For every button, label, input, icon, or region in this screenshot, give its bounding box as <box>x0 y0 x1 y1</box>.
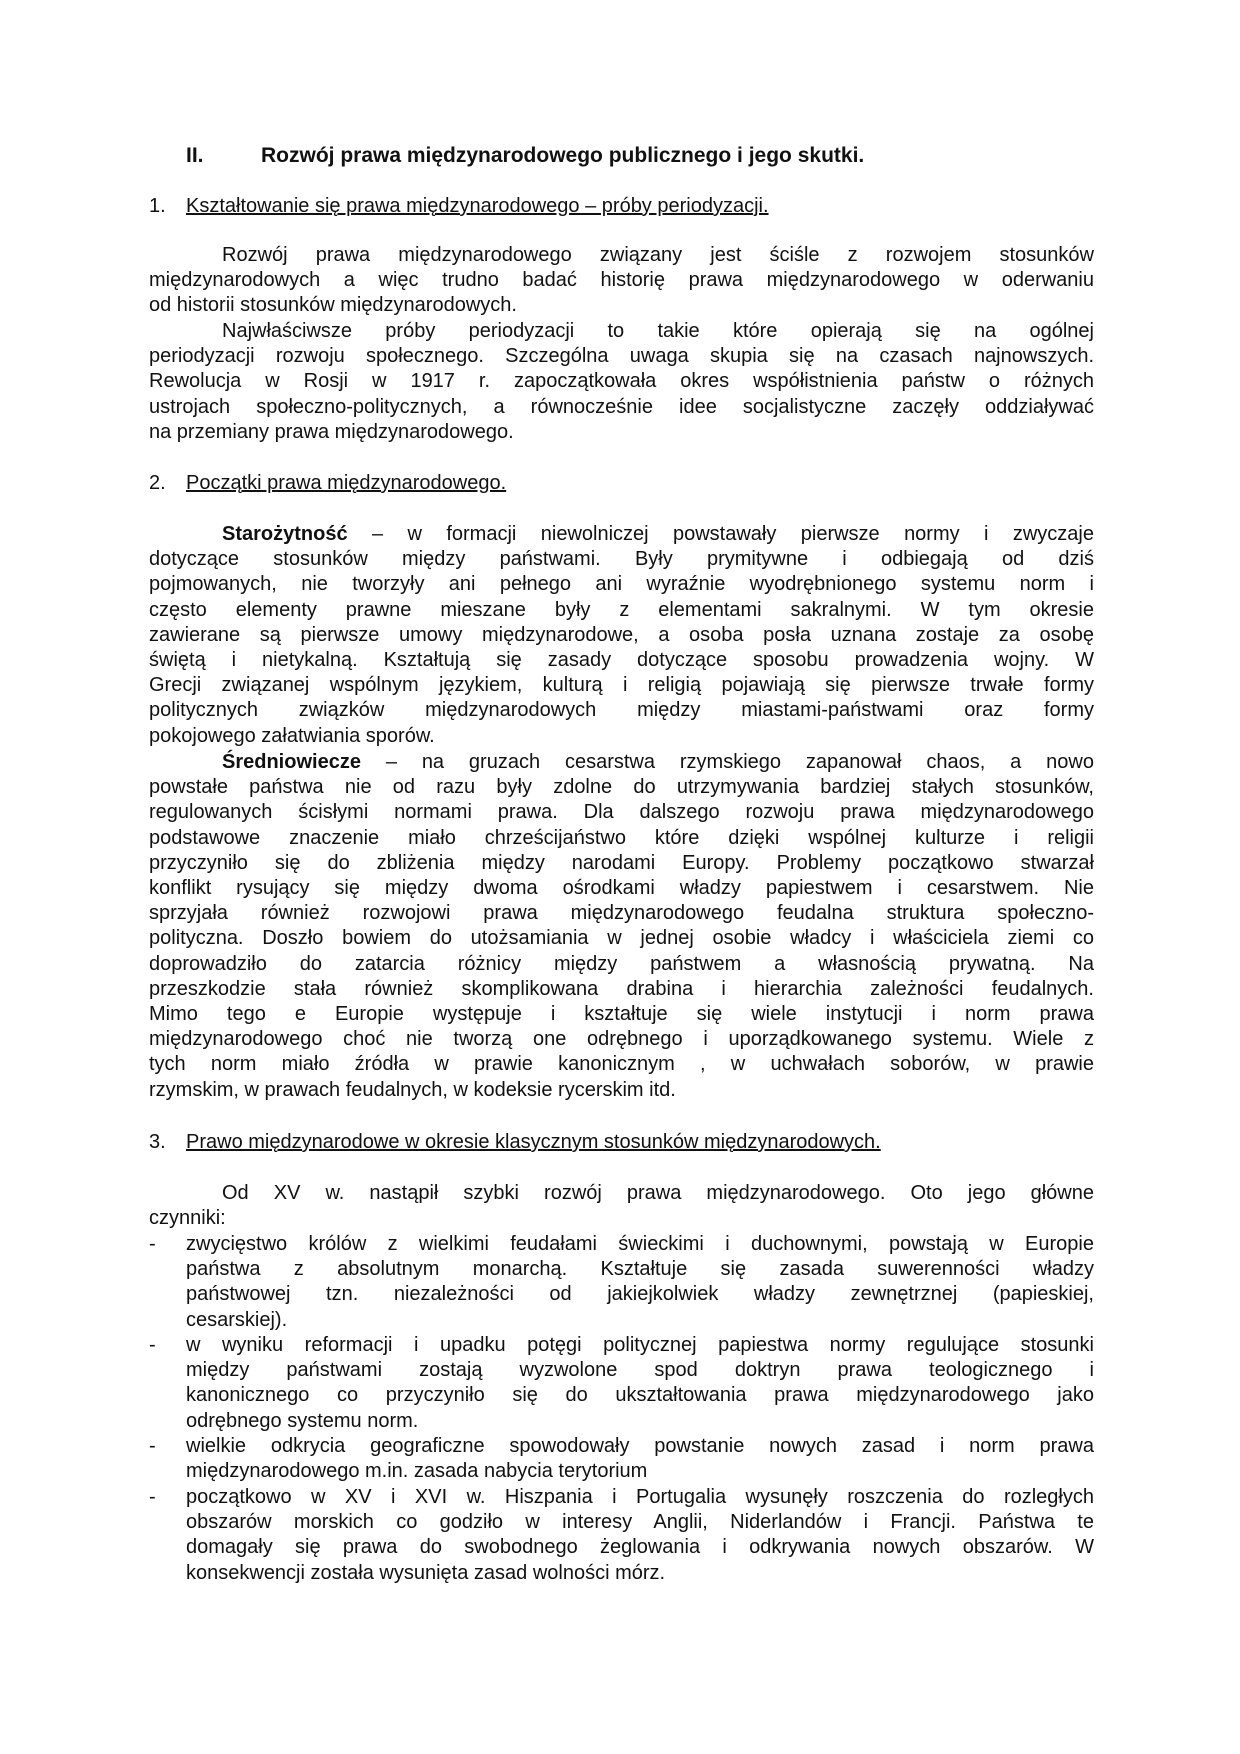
paragraph-line: przyczyniło się do zbliżenia między narodami Europy. Problemy początkowo stwarzał <box>149 851 1094 874</box>
paragraph-line: zawierane są pierwsze umowy międzynarodowe, a osoba posła uznana zostaje za osobę <box>149 623 1094 646</box>
paragraph-line: Od XV w. nastąpił szybki rozwój prawa międzynarodowego. Oto jego główne <box>222 1182 1094 1204</box>
paragraph-line: Grecji związanej wspólnym językiem, kulturą i religią pojawiają się pierwsze trwałe formy <box>149 674 1094 697</box>
paragraph-lead-term: Średniowiecze <box>222 751 361 773</box>
paragraph-line: regulowanych ścisłymi normami prawa. Dla dalszego rozwoju prawa międzynarodowego <box>149 801 1094 824</box>
bullet-marker: - <box>149 1486 156 1508</box>
bullet-line: między państwami zostają wyzwolone spod doktryn prawa teologicznego i <box>186 1359 1094 1382</box>
paragraph-line: czynniki: <box>149 1207 226 1230</box>
section-heading: Kształtowanie się prawa międzynarodowego – próby periodyzacji. <box>186 195 769 217</box>
bullet-line: początkowo w XV i XVI w. Hiszpania i Portugalia wysunęły roszczenia do rozległych <box>186 1486 1094 1508</box>
paragraph-line-text: – na gruzach cesarstwa rzymskiego zapanował chaos, a nowo <box>360 751 1094 773</box>
paragraph-line: rzymskim, w prawach feudalnych, w kodeksie rycerskim itd. <box>149 1078 676 1101</box>
paragraph-line: tych norm miało źródła w prawie kanonicznym , w uchwałach soborów, w prawie <box>149 1053 1094 1076</box>
bullet-line: wielkie odkrycia geograficzne spowodowały powstanie nowych zasad i norm prawa <box>186 1435 1094 1457</box>
bullet-line: zwycięstwo królów z wielkimi feudałami świeckimi i duchownymi, powstają w Europie <box>186 1233 1094 1255</box>
bullet-marker: - <box>149 1233 156 1255</box>
paragraph-line: świętą i nietykalną. Kształtują się zasady dotyczące sposobu prowadzenia wojny. W <box>149 649 1094 671</box>
bullet-line: odrębnego systemu norm. <box>186 1409 419 1432</box>
paragraph-line: od historii stosunków międzynarodowych. <box>149 294 517 317</box>
bullet-line: państwa z absolutnym monarchą. Kształtuje się zasada suwerenności władzy <box>186 1258 1094 1281</box>
paragraph-line: przeszkodzie stała również skomplikowana drabina i hierarchia zależności feudalnych. <box>149 977 1094 1000</box>
paragraph-line: często elementy prawne mieszane były z elementami sakralnymi. W tym okresie <box>149 598 1094 621</box>
paragraph-line: międzynarodowych a więc trudno badać historię prawa międzynarodowego w oderwaniu <box>149 269 1094 292</box>
section-heading: Prawo międzynarodowe w okresie klasycznym stosunków międzynarodowych. <box>186 1131 881 1153</box>
paragraph-line: politycznych związków międzynarodowych między miastami-państwami oraz formy <box>149 699 1094 722</box>
bullet-line: międzynarodowego m.in. zasada nabycia terytorium <box>186 1460 648 1483</box>
title-number: II. <box>186 144 204 167</box>
section-number: 2. <box>149 472 166 494</box>
bullet-line: państwowej tzn. niezależności od jakiejkolwiek władzy zewnętrznej (papieskiej, <box>186 1283 1094 1306</box>
paragraph-line: na przemiany prawa międzynarodowego. <box>149 420 514 443</box>
bullet-line: cesarskiej). <box>186 1308 288 1331</box>
paragraph-line: Najwłaściwsze próby periodyzacji to takie które opierają się na ogólnej <box>222 320 1094 342</box>
section-heading: Początki prawa międzynarodowego. <box>186 472 507 494</box>
section-number: 1. <box>149 195 166 217</box>
page-title: Rozwój prawa międzynarodowego publicznego i jego skutki. <box>261 144 865 167</box>
paragraph-line <box>222 522 1094 547</box>
paragraph-line: Mimo tego e Europie występuje i kształtuje się wiele instytucji i norm prawa <box>149 1003 1094 1025</box>
paragraph-line: pojmowanych, nie tworzyły ani pełnego ani wyraźnie wyodrębnionego systemu norm i <box>149 573 1094 596</box>
paragraph-line: Rozwój prawa międzynarodowego związany jest ściśle z rozwojem stosunków <box>222 244 1094 266</box>
paragraph-lead-term: Starożytność <box>222 523 348 545</box>
paragraph-line: ustrojach społeczno-politycznych, a równocześnie idee socjalistyczne zaczęły oddziaływać <box>149 395 1094 418</box>
paragraph-line: doprowadziło do zatarcia różnicy między państwem a własnością prywatną. Na <box>149 952 1094 975</box>
paragraph-line: periodyzacji rozwoju społecznego. Szczególna uwaga skupia się na czasach najnowszych. <box>149 345 1094 368</box>
bullet-line: obszarów morskich co godziło w interesy Anglii, Niderlandów i Francji. Państwa te <box>186 1511 1094 1534</box>
paragraph-line: podstawowe znaczenie miało chrześcijaństwo które dzięki wspólnej kulturze i religii <box>149 826 1094 849</box>
bullet-marker: - <box>149 1334 156 1356</box>
paragraph-line <box>222 750 1094 775</box>
paragraph-line: sprzyjała również rozwojowi prawa międzynarodowego feudalna struktura społeczno- <box>149 902 1094 925</box>
bullet-line: konsekwencji została wysunięta zasad wolności mórz. <box>186 1561 666 1584</box>
paragraph-line: pokojowego załatwiania sporów. <box>149 724 435 747</box>
paragraph-line: powstałe państwa nie od razu były zdolne do utrzymywania bardziej stałych stosunków, <box>149 776 1094 799</box>
bullet-line: domagały się prawa do swobodnego żeglowania i odkrywania nowych obszarów. W <box>186 1536 1094 1559</box>
bullet-marker: - <box>149 1435 156 1457</box>
paragraph-line: polityczna. Doszło bowiem do utożsamiania w jednej osobie władcy i właściciela ziemi co <box>149 927 1094 950</box>
paragraph-line: Rewolucja w Rosji w 1917 r. zapoczątkowała okres współistnienia państw o różnych <box>149 370 1094 393</box>
bullet-line: kanonicznego co przyczyniło się do ukształtowania prawa międzynarodowego jako <box>186 1384 1094 1407</box>
paragraph-line-text: – w formacji niewolniczej powstawały pierwsze normy i zwyczaje <box>347 523 1094 545</box>
paragraph-line: konflikt rysujący się między dwoma ośrodkami władzy papiestwem i cesarstwem. Nie <box>149 877 1094 899</box>
section-number: 3. <box>149 1131 166 1153</box>
bullet-line: w wyniku reformacji i upadku potęgi politycznej papiestwa normy regulujące stosunki <box>186 1334 1094 1356</box>
paragraph-line: międzynarodowego choć nie tworzą one odrębnego i uporządkowanego systemu. Wiele z <box>149 1028 1094 1051</box>
paragraph-line: dotyczące stosunków między państwami. Były prymitywne i odbiegają od dziś <box>149 548 1094 571</box>
